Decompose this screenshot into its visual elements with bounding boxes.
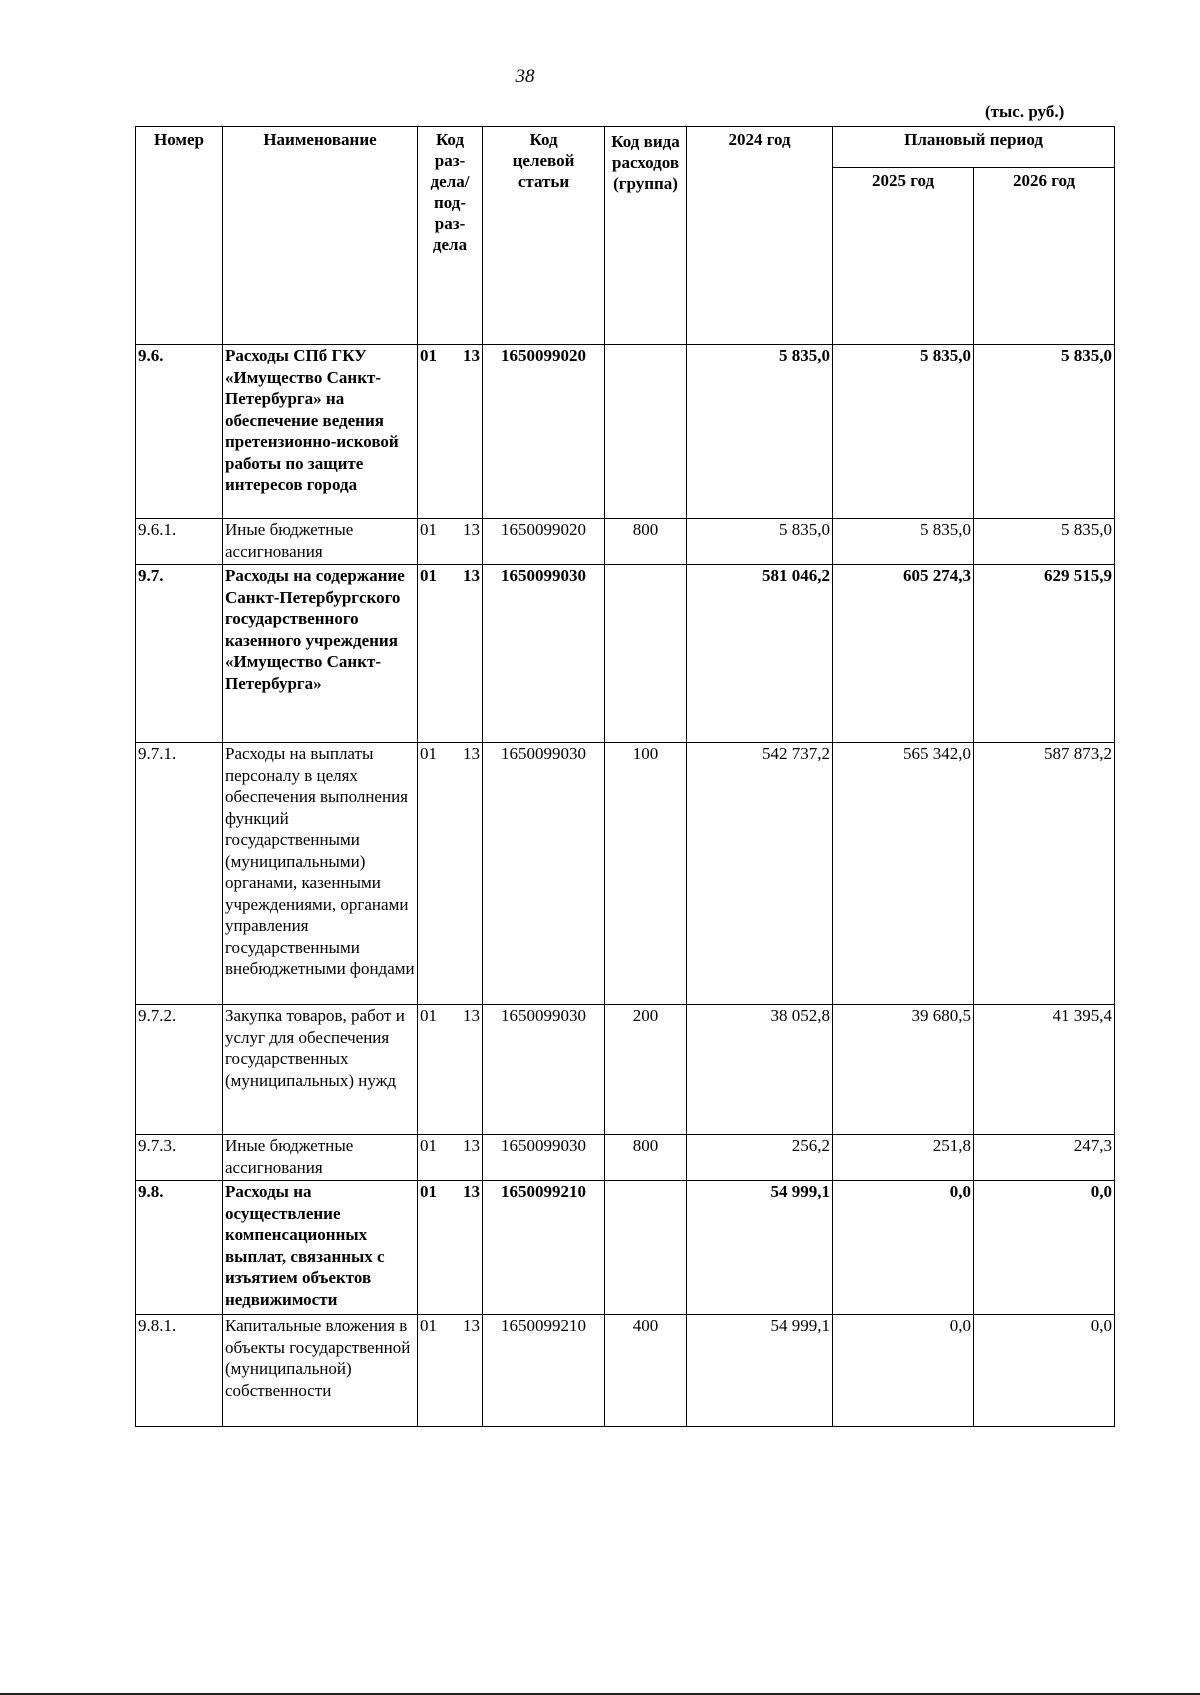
row-target-code: 1650099210 — [483, 1315, 605, 1427]
row-expense-group: 400 — [605, 1315, 687, 1427]
header-section-code — [418, 127, 483, 345]
row-name: Расходы на содержание Санкт-Петербургского государственного казенного учреждения «Имущество Санкт-Петербурга» — [223, 565, 418, 743]
row-expense-group — [605, 345, 687, 519]
header-2025: 2025 год — [833, 168, 974, 345]
row-section-code: 01 — [418, 1005, 450, 1135]
row-amount-2024: 54 999,1 — [687, 1181, 833, 1315]
row-section-code: 01 — [418, 1181, 450, 1315]
row-target-code: 1650099020 — [483, 519, 605, 565]
row-amount-2024: 256,2 — [687, 1135, 833, 1181]
row-name: Расходы на выплаты персоналу в целях обеспечения выполнения функций государственными (муниципальными) органами, казенными учреждениями, органами управления государственными внебюджетными фондами — [223, 743, 418, 1005]
row-section-code: 01 — [418, 1315, 450, 1427]
row-name: Закупка товаров, работ и услуг для обеспечения государственных (муниципальных) нужд — [223, 1005, 418, 1135]
header-planned-period: Плановый период — [833, 127, 1115, 168]
row-name: Иные бюджетные ассигнования — [223, 519, 418, 565]
row-amount-2025: 0,0 — [833, 1181, 974, 1315]
row-expense-group: 200 — [605, 1005, 687, 1135]
row-section-code: 01 — [418, 565, 450, 743]
header-number: Номер — [136, 127, 223, 345]
header-expense-type: Код вида расходов (группа) — [605, 127, 687, 345]
row-number: 9.7. — [136, 565, 223, 743]
row-amount-2024: 54 999,1 — [687, 1315, 833, 1427]
row-amount-2024: 542 737,2 — [687, 743, 833, 1005]
row-name: Расходы СПб ГКУ «Имущество Санкт-Петербурга» на обеспечение ведения претензионно-исковой работы по защите интересов города — [223, 345, 418, 519]
header-target-code-text: Код целевой статьи — [512, 130, 575, 191]
row-number: 9.8.1. — [136, 1315, 223, 1427]
row-expense-group: 100 — [605, 743, 687, 1005]
row-amount-2025: 251,8 — [833, 1135, 974, 1181]
row-amount-2025: 0,0 — [833, 1315, 974, 1427]
row-number: 9.6.1. — [136, 519, 223, 565]
row-expense-group: 800 — [605, 1135, 687, 1181]
row-amount-2024: 38 052,8 — [687, 1005, 833, 1135]
row-amount-2026: 41 395,4 — [974, 1005, 1115, 1135]
row-amount-2025: 5 835,0 — [833, 519, 974, 565]
table-row — [136, 743, 1115, 1005]
row-expense-group — [605, 565, 687, 743]
header-name: Наименование — [223, 127, 418, 345]
row-amount-2026: 247,3 — [974, 1135, 1115, 1181]
row-subsection-code: 13 — [450, 743, 483, 1005]
row-amount-2025: 605 274,3 — [833, 565, 974, 743]
budget-table — [135, 126, 1115, 1427]
row-subsection-code: 13 — [450, 1315, 483, 1427]
header-target-code — [483, 127, 605, 345]
row-amount-2026: 0,0 — [974, 1181, 1115, 1315]
page-number: 38 — [515, 66, 535, 87]
row-expense-group: 800 — [605, 519, 687, 565]
row-name: Капитальные вложения в объекты государственной (муниципальной) собственности — [223, 1315, 418, 1427]
row-amount-2024: 5 835,0 — [687, 345, 833, 519]
row-target-code: 1650099030 — [483, 1005, 605, 1135]
table-row — [136, 1135, 1115, 1181]
row-name: Расходы на осуществление компенсационных выплат, связанных с изъятием объектов недвижимости — [223, 1181, 418, 1315]
table-row — [136, 1181, 1115, 1315]
header-2024: 2024 год — [687, 127, 833, 345]
row-number: 9.7.3. — [136, 1135, 223, 1181]
row-section-code: 01 — [418, 743, 450, 1005]
row-target-code: 1650099030 — [483, 743, 605, 1005]
row-target-code: 1650099020 — [483, 345, 605, 519]
row-number: 9.7.2. — [136, 1005, 223, 1135]
row-target-code: 1650099030 — [483, 565, 605, 743]
row-target-code: 1650099210 — [483, 1181, 605, 1315]
row-amount-2026: 0,0 — [974, 1315, 1115, 1427]
header-section-code-text: Код раз- дела/ под- раз- дела — [430, 130, 470, 254]
row-subsection-code: 13 — [450, 519, 483, 565]
row-amount-2024: 581 046,2 — [687, 565, 833, 743]
header-2026: 2026 год — [974, 168, 1115, 345]
row-subsection-code: 13 — [450, 565, 483, 743]
units-label: (тыс. руб.) — [985, 102, 1065, 121]
row-amount-2024: 5 835,0 — [687, 519, 833, 565]
row-section-code: 01 — [418, 345, 450, 519]
row-target-code: 1650099030 — [483, 1135, 605, 1181]
row-amount-2026: 629 515,9 — [974, 565, 1115, 743]
row-number: 9.6. — [136, 345, 223, 519]
row-subsection-code: 13 — [450, 345, 483, 519]
row-amount-2026: 587 873,2 — [974, 743, 1115, 1005]
row-amount-2026: 5 835,0 — [974, 345, 1115, 519]
row-subsection-code: 13 — [450, 1135, 483, 1181]
table-row — [136, 1315, 1115, 1427]
table-row — [136, 565, 1115, 743]
row-amount-2025: 565 342,0 — [833, 743, 974, 1005]
row-section-code: 01 — [418, 519, 450, 565]
row-amount-2026: 5 835,0 — [974, 519, 1115, 565]
row-number: 9.8. — [136, 1181, 223, 1315]
row-subsection-code: 13 — [450, 1181, 483, 1315]
row-name: Иные бюджетные ассигнования — [223, 1135, 418, 1181]
table-row — [136, 1005, 1115, 1135]
table-row — [136, 345, 1115, 519]
row-expense-group — [605, 1181, 687, 1315]
row-section-code: 01 — [418, 1135, 450, 1181]
row-number: 9.7.1. — [136, 743, 223, 1005]
row-amount-2025: 5 835,0 — [833, 345, 974, 519]
table-row — [136, 519, 1115, 565]
row-amount-2025: 39 680,5 — [833, 1005, 974, 1135]
row-subsection-code: 13 — [450, 1005, 483, 1135]
